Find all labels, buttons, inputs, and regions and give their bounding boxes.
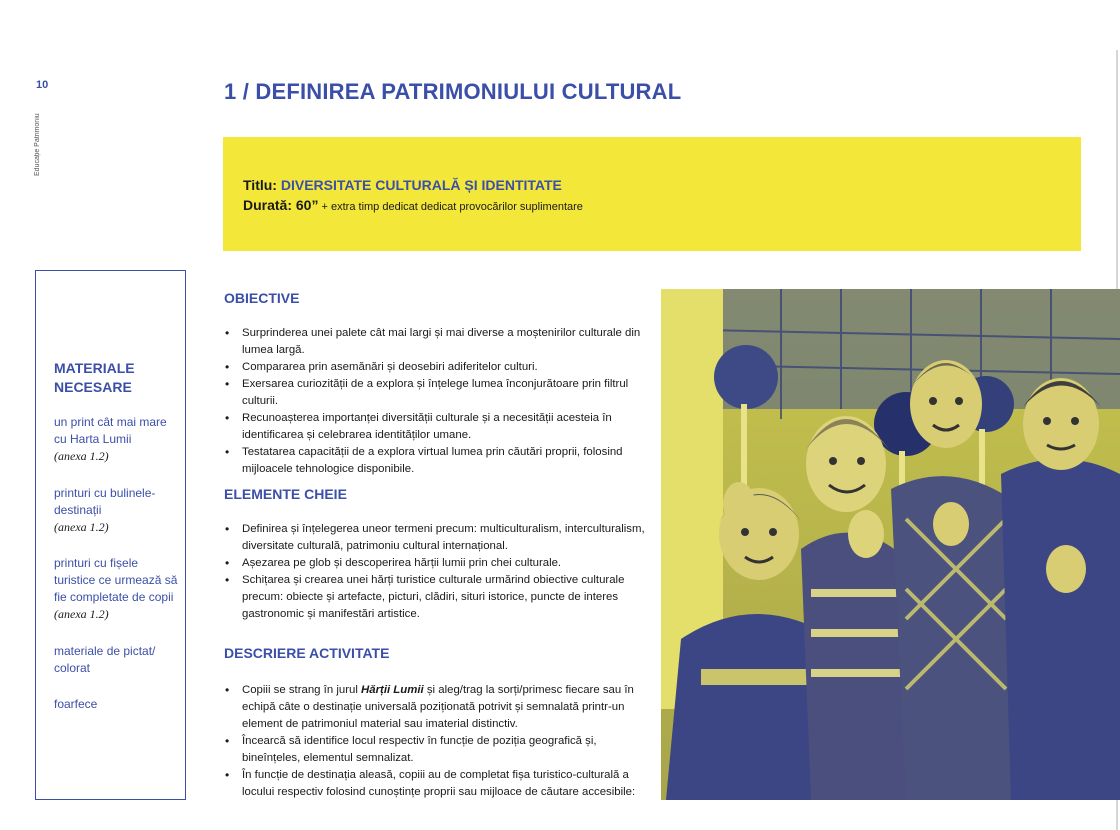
title-label: Titlu: — [243, 177, 277, 193]
list-item — [224, 682, 649, 733]
material-item-text: un print cât mai mare cu Harta Lumii — [54, 415, 167, 446]
list-item: • În funcție de destinația aleasă, copiii au de completat fișa turistico-culturală a locului respectiv folosind cunoștințe proprii sau mijloace de căutare accesibile: — [224, 767, 649, 801]
material-item-text: printuri cu fișele turistice ce urmează să fie completate de copii — [54, 556, 178, 604]
material-item — [54, 555, 179, 623]
material-item-annex: (anexa 1.2) — [54, 607, 109, 621]
side-caption: Educație Patrimoniu — [34, 113, 41, 176]
children-photo-illustration — [661, 289, 1120, 800]
list-item: • Compararea prin asemănări și deosebiri adiferitelor culturi. — [224, 359, 649, 376]
page-number: 10 — [36, 79, 49, 91]
materials-heading-line1: MATERIALE — [54, 360, 135, 376]
list-item: • Așezarea pe glob și descoperirea hărții lumii prin chei culturale. — [224, 555, 649, 572]
list-item: • Recunoașterea importanței diversității culturale și a necesității acesteia în identificarea și celebrarea identităților umane. — [224, 410, 649, 444]
material-item — [54, 696, 179, 713]
material-item-annex: (anexa 1.2) — [54, 520, 109, 534]
duration-line — [243, 197, 583, 213]
list-item: • Încearcă să identifice locul respectiv în funcție de poziția geografică și, bineînțeles, elementul semnalizat. — [224, 733, 649, 767]
duration-extra: + extra timp dedicat dedicat provocărilor suplimentare — [318, 201, 583, 213]
key-elements-heading: ELEMENTE CHEIE — [224, 486, 347, 502]
objectives-list — [224, 325, 649, 478]
material-item — [54, 643, 179, 677]
title-box — [223, 137, 1081, 251]
material-item — [54, 485, 179, 536]
chapter-title: 1 / DEFINIREA PATRIMONIULUI CULTURAL — [224, 79, 682, 104]
world-map-emphasis: Hărții Lumii — [361, 684, 424, 696]
children-photo — [661, 289, 1120, 800]
materials-heading-line2: NECESARE — [54, 379, 132, 395]
list-item: • Testatarea capacității de a explora virtual lumea prin căutări proprii, folosind mijloacele tehnologice disponibile. — [224, 444, 649, 478]
material-item-text: materiale de pictat/ colorat — [54, 644, 156, 675]
key-elements-list — [224, 521, 649, 623]
duration-label: Durată: 60” — [243, 197, 319, 213]
material-item-text: printuri cu bulinele-destinații — [54, 486, 156, 517]
list-item: • Schițarea și crearea unei hărți turistice culturale urmărind obiective culturale precum: obiecte și artefacte, picturi, clădiri, situri istorice, puncte de interes gastronomic și manifestări artistice. — [224, 572, 649, 623]
activity-text: și aleg/trag la sorți/primesc fiecare sau în echipă câte o destinație universală poziționată potrivit și semnalată printr-un element de patrimoniul material sau imaterial distinctiv. — [242, 684, 634, 730]
material-item-annex: (anexa 1.2) — [54, 449, 109, 463]
materials-heading — [54, 359, 135, 397]
activity-text: Copiii se strang în jurul — [242, 684, 362, 696]
list-item: • Exersarea curiozității de a explora și înțelege lumea înconjurătoare prin filtrul culturii. — [224, 376, 649, 410]
activity-title-line — [243, 177, 562, 193]
activity-heading: DESCRIERE ACTIVITATE — [224, 645, 390, 661]
material-item-text: foarfece — [54, 697, 98, 711]
title-value: DIVERSITATE CULTURALĂ ȘI IDENTITATE — [280, 177, 562, 193]
list-item: • Surprinderea unei palete cât mai largi și mai diverse a moștenirilor culturale din lumea largă. — [224, 325, 649, 359]
objectives-heading: OBIECTIVE — [224, 290, 300, 306]
activity-list — [224, 682, 649, 801]
list-item: • Definirea și înțelegerea uneor termeni precum: multiculturalism, interculturalism, diversitate culturală, patrimoniu cultural internațional. — [224, 521, 649, 555]
materials-sidebar — [35, 270, 186, 800]
material-item — [54, 414, 179, 465]
